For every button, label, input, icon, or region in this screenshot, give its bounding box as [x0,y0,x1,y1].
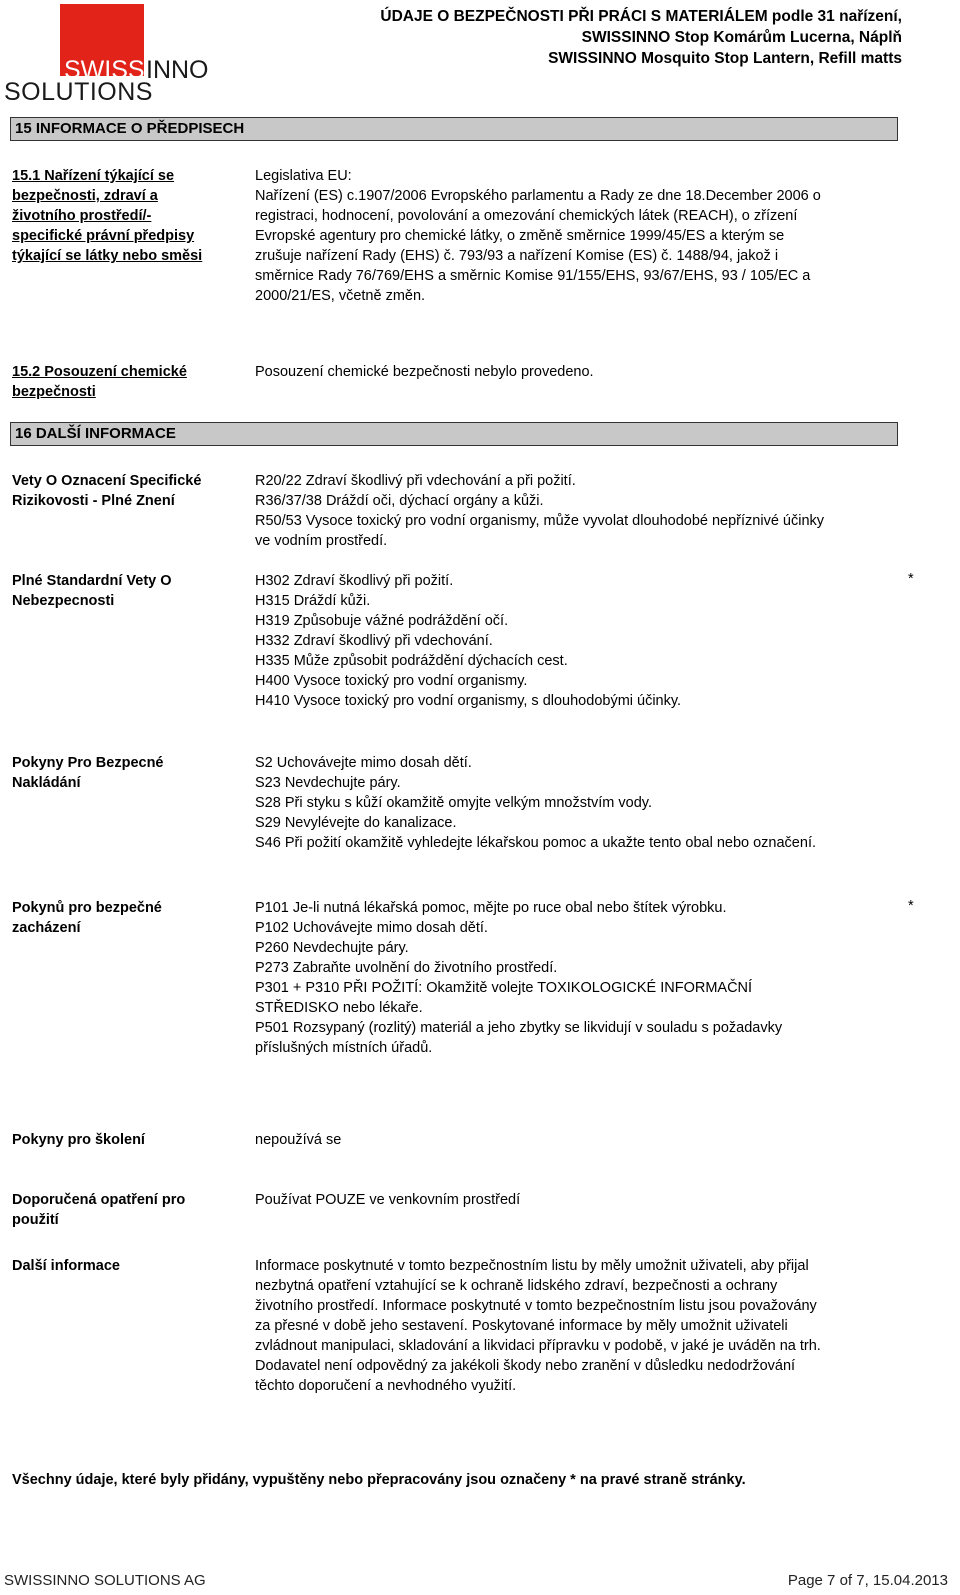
section-15-title: 15 INFORMACE O PŘEDPISECH [10,117,898,141]
further-info-text [255,1256,895,1396]
section-15-1-label [12,166,242,266]
recommended-use-text: Používat POUZE ve venkovním prostředí [255,1192,521,1208]
text-line: životního prostředí. Informace poskytnuté v tomto bezpečnostním listu jsou považovány [255,1298,817,1314]
text-line: S29 Nevylévejte do kanalizace. [255,815,457,831]
label-line: Rizikovosti - Plné Znení [12,493,175,509]
text-line: Dodavatel není odpovědný za jakékoli škody nebo zranění v důsledku nedodržování [255,1358,796,1374]
change-marker: * [908,898,914,914]
label-line: Pokynů pro bezpečné [12,900,162,916]
changes-note: Všechny údaje, které byly přidány, vypuštěny nebo přepracovány jsou označeny * na pravé straně stránky. [12,1472,746,1488]
text-line: Posouzení chemické bezpečnosti nebylo provedeno. [255,364,594,380]
r-phrases-text [255,471,895,551]
label-line: Doporučená opatření pro [12,1192,186,1208]
label-line: použití [12,1212,59,1228]
section-16-title: 16 DALŠÍ INFORMACE [10,422,898,446]
text-line: za přesné v době jeho sestavení. Poskytované informace by měly umožnit uživateli [255,1318,788,1334]
text-line: Nařízení (ES) c.1907/2006 Evropského parlamentu a Rady ze dne 18.December 2006 o [255,188,821,204]
text-line: R20/22 Zdraví škodlivý při vdechování a při požití. [255,473,576,489]
logo-inno: INNO [146,56,209,84]
label-line: specifické právní předpisy [12,228,195,244]
header-line-3: SWISSINNO Mosquito Stop Lantern, Refill matts [548,50,902,67]
text-line: zrušuje nařízení Rady (EHS) č. 793/93 a nařízení Komise (ES) č. 1488/94, jakož i [255,248,779,264]
text-line: ve vodním prostředí. [255,533,388,549]
label-line: 15.1 Nařízení týkající se [12,168,175,184]
text-line: S23 Nevdechujte páry. [255,775,401,791]
text-line: S28 Při styku s kůží okamžitě omyjte velkým množstvím vody. [255,795,652,811]
label-line: Nakládání [12,775,81,791]
h-phrases-text [255,571,895,711]
recommended-use-label [12,1190,242,1230]
r-phrases-label [12,471,242,511]
s-phrases-text [255,753,895,853]
text-line: Informace poskytnuté v tomto bezpečnostním listu by měly umožnit uživateli, aby přijal [255,1258,809,1274]
section-15-1-text [255,166,895,306]
section-15-2-label [12,362,242,402]
training-label: Pokyny pro školení [12,1132,145,1148]
logo-solutions: SOLUTIONS [4,78,153,106]
header-line-2: SWISSINNO Stop Komárům Lucerna, Náplň [581,29,902,46]
text-line: H332 Zdraví škodlivý při vdechování. [255,633,493,649]
text-line: P501 Rozsypaný (rozlitý) materiál a jeho zbytky se likvidují v souladu s požadavky [255,1020,783,1036]
footer-page: Page 7 of 7, 15.04.2013 [787,1572,948,1589]
label-line: Plné Standardní Vety O [12,573,172,589]
text-line: H335 Může způsobit podráždění dýchacích cest. [255,653,568,669]
label-line: Vety O Oznacení Specifické [12,473,202,489]
label-line: Pokyny Pro Bezpecné [12,755,164,771]
text-line: S2 Uchovávejte mimo dosah dětí. [255,755,472,771]
document-header [380,6,902,69]
text-line: P301 + P310 PŘI POŽITÍ: Okamžitě volejte TOXIKOLOGICKÉ INFORMAČNÍ [255,980,753,996]
text-line: nezbytná opatření vztahující se k ochraně lidského zdraví, bezpečnosti a ochrany [255,1278,778,1294]
text-line: STŘEDISKO nebo lékaře. [255,1000,423,1016]
text-line: R50/53 Vysoce toxický pro vodní organismy, může vyvolat dlouhodobé nepříznivé účinky [255,513,825,529]
label-line: týkající se látky nebo směsi [12,248,203,264]
text-line: P273 Zabraňte uvolnění do životního prostředí. [255,960,558,976]
text-line: P101 Je-li nutná lékařská pomoc, mějte po ruce obal nebo štítek výrobku. [255,900,727,916]
change-marker: * [908,571,914,587]
text-line: H315 Dráždí kůži. [255,593,371,609]
company-logo [4,4,209,106]
text-line: příslušných místních úřadů. [255,1040,433,1056]
label-line: bezpečnosti, zdraví a [12,188,158,204]
text-line: Evropské agentury pro chemické látky, o změně směrnice 1999/45/ES a kterým se [255,228,785,244]
label-line: životního prostředí/- [12,208,152,224]
text-line: H302 Zdraví škodlivý při požití. [255,573,454,589]
text-line: 2000/21/ES, včetně změn. [255,288,426,304]
label-line: zacházení [12,920,81,936]
h-phrases-label [12,571,242,611]
label-line: Nebezpecnosti [12,593,115,609]
text-line: směrnice Rady 76/769/EHS a směrnic Komise 91/155/EHS, 93/67/EHS, 93 / 105/EC a [255,268,811,284]
footer-company: SWISSINNO SOLUTIONS AG [4,1572,206,1589]
text-line: Legislativa EU: [255,168,352,184]
p-phrases-text [255,898,895,1058]
s-phrases-label [12,753,242,793]
section-15-2-text [255,362,895,382]
p-phrases-label [12,898,242,938]
label-line: bezpečnosti [12,384,96,400]
training-text: nepoužívá se [255,1132,342,1148]
label-line: 15.2 Posouzení chemické [12,364,187,380]
text-line: těchto doporučení a nevhodného využití. [255,1378,517,1394]
text-line: P260 Nevdechujte páry. [255,940,409,956]
text-line: P102 Uchovávejte mimo dosah dětí. [255,920,488,936]
text-line: H410 Vysoce toxický pro vodní organismy, s dlouhodobými účinky. [255,693,682,709]
text-line: H319 Způsobuje vážné podráždění očí. [255,613,509,629]
logo-swiss: SWISS [64,56,145,84]
text-line: R36/37/38 Dráždí oči, dýchací orgány a kůži. [255,493,544,509]
text-line: S46 Při požití okamžitě vyhledejte lékařskou pomoc a ukažte tento obal nebo označení. [255,835,816,851]
further-info-label: Další informace [12,1258,120,1274]
text-line: zvládnout manipulaci, skladování a likvidaci přípravku v podobě, v jaké je uváděn na trh. [255,1338,821,1354]
text-line: H400 Vysoce toxický pro vodní organismy. [255,673,528,689]
header-line-1: ÚDAJE O BEZPEČNOSTI PŘI PRÁCI S MATERIÁLEM podle 31 nařízení, [380,8,902,25]
text-line: registraci, hodnocení, povolování a omezování chemických látek (REACH), o zřízení [255,208,798,224]
